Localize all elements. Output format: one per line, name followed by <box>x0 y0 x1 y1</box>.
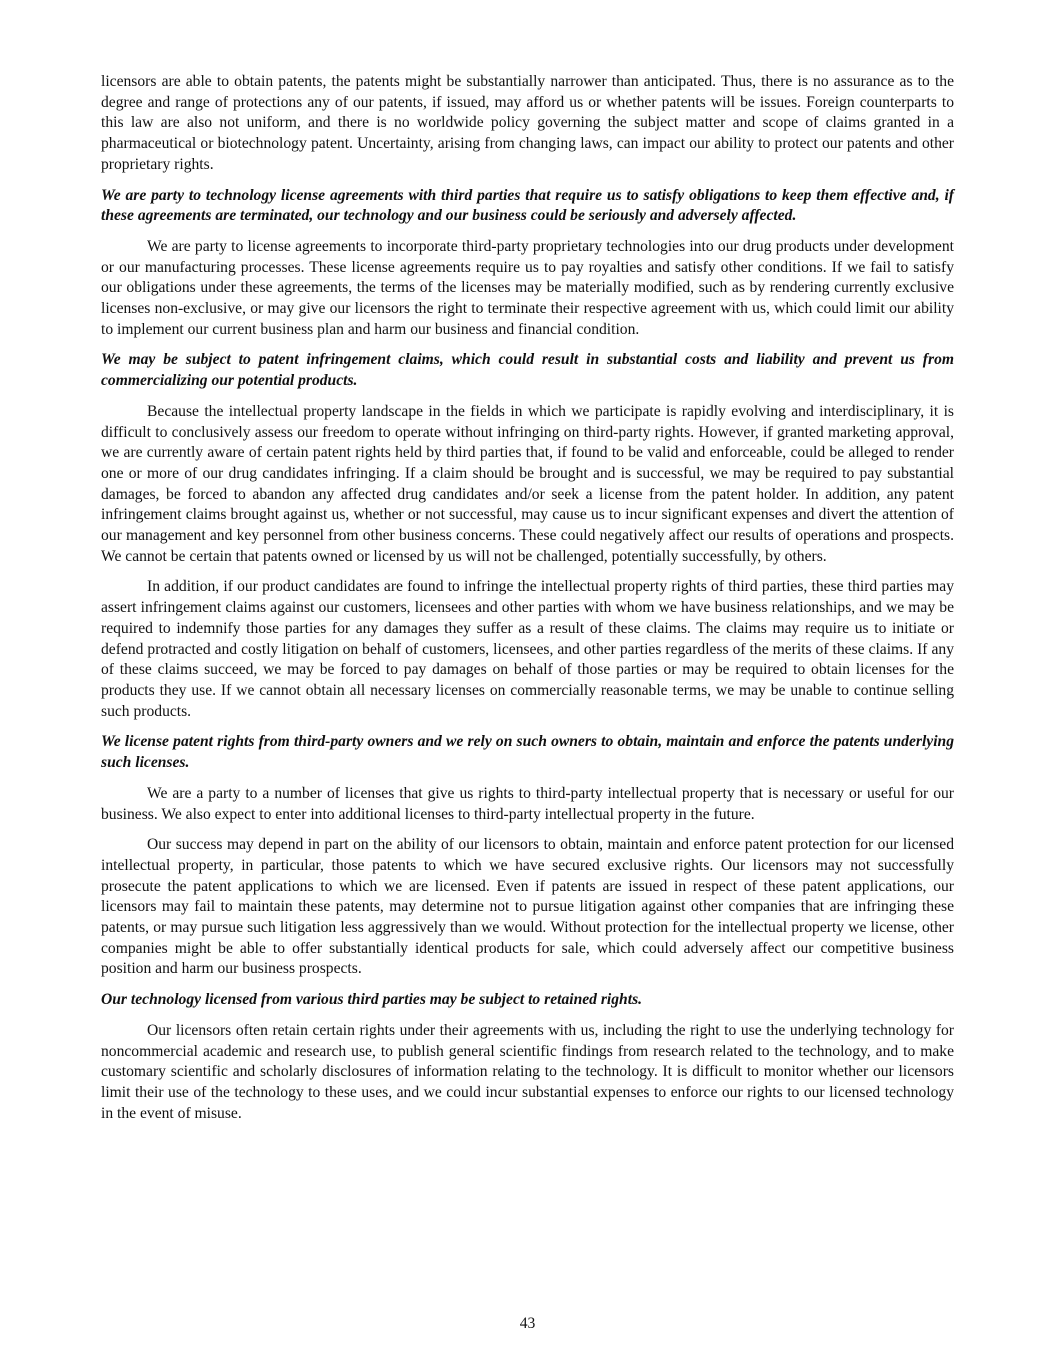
section-heading: We license patent rights from third-party owners and we rely on such owners to obtain, maintain and enforce the patents underlying such licenses. <box>101 733 954 772</box>
document-body <box>101 72 954 1134</box>
body-paragraph: Our success may depend in part on the ability of our licensors to obtain, maintain and enforce patent protection for our licensed intellectual property, in particular, those patents to which we have secured exclusive rights. Our licensors may not successfully prosecute the patent applications to which we are licensed. Even if patents are issued in respect of these patent applications, our licensors may fail to maintain these patents, may determine not to pursue litigation against other companies that are infringing these patents, or may pursue such litigation less aggressively than we would. Without protection for the intellectual property we license, other companies might be able to offer substantially identical products for sale, which could adversely affect our competitive business position and harm our business prospects. <box>101 836 954 978</box>
page-number: 43 <box>519 1315 536 1332</box>
body-paragraph: licensors are able to obtain patents, the patents might be substantially narrower than anticipated. Thus, there is no assurance as to the degree and range of protections any of our patents, if issued, may afford us or whether patents will be issues. Foreign counterparts to this law are also not uniform, and there is no worldwide policy governing the subject matter and scope of claims granted in a pharmaceutical or biotechnology patent. Uncertainty, arising from changing laws, can impact our ability to protect our patents and other proprietary rights. <box>101 73 954 173</box>
body-paragraph: We are a party to a number of licenses that give us rights to third-party intellectual property that is necessary or useful for our business. We also expect to enter into additional licenses to third-party intellectual property in the future. <box>101 784 954 823</box>
section-heading: We may be subject to patent infringement claims, which could result in substantial costs and liability and prevent us from commercializing our potential products. <box>101 351 954 390</box>
body-paragraph: Because the intellectual property landscape in the fields in which we participate is rapidly evolving and interdisciplinary, it is difficult to conclusively assess our freedom to operate without infringing on third-party rights. However, if granted marketing approval, we are currently aware of certain patent rights held by third parties that, if found to be valid and enforceable, could be alleged to render one or more of our drug candidates infringing. If a claim should be brought and is successful, we may be required to pay substantial damages, be forced to abandon any affected drug candidates and/or seek a license from the patent holder. In addition, any patent infringement claims brought against us, whether or not successful, may cause us to incur significant expenses and divert the attention of our management and key personnel from other business concerns. These could negatively affect our results of operations and prospects. We cannot be certain that patents owned or licensed by us will not be challenged, potentially successfully, by others. <box>101 402 954 565</box>
body-paragraph: We are party to license agreements to incorporate third-party proprietary technologies into our drug products under development or our manufacturing processes. These license agreements require us to pay royalties and satisfy other conditions. If we fail to satisfy our obligations under these agreements, the terms of the licenses may be materially modified, such as by rendering currently exclusive licenses non-exclusive, or may give our licensors the right to terminate their respective agreement with us, which could limit our ability to implement our current business plan and harm our business and financial condition. <box>101 237 954 338</box>
body-paragraph: In addition, if our product candidates are found to infringe the intellectual property rights of third parties, these third parties may assert infringement claims against our customers, licensees and other parties with whom we have business relationships, and we may be required to indemnify those parties for any damages they suffer as a result of these claims. The claims may require us to initiate or defend protracted and costly litigation on behalf of customers, licensees, and other parties regardless of the merits of these claims. If any of these claims succeed, we may be forced to pay damages on behalf of those parties or may be required to obtain licenses for the products they use. If we cannot obtain all necessary licenses on commercially reasonable terms, we may be unable to continue selling such products. <box>101 578 954 720</box>
section-heading: Our technology licensed from various third parties may be subject to retained rights. <box>101 991 643 1009</box>
body-paragraph: Our licensors often retain certain rights under their agreements with us, including the right to use the underlying technology for noncommercial academic and research use, to publish general scientific findings from research related to the technology, and to make customary scientific and scholarly disclosures of information relating to the technology. It is difficult to monitor whether our licensors limit their use of the technology to these uses, and we could incur substantial expenses to enforce our rights to our licensed technology in the event of misuse. <box>101 1021 954 1122</box>
section-heading: We are party to technology license agreements with third parties that require us to satisfy obligations to keep them effective and, if these agreements are terminated, our technology and our business could be seriously and adversely affected. <box>101 186 954 225</box>
